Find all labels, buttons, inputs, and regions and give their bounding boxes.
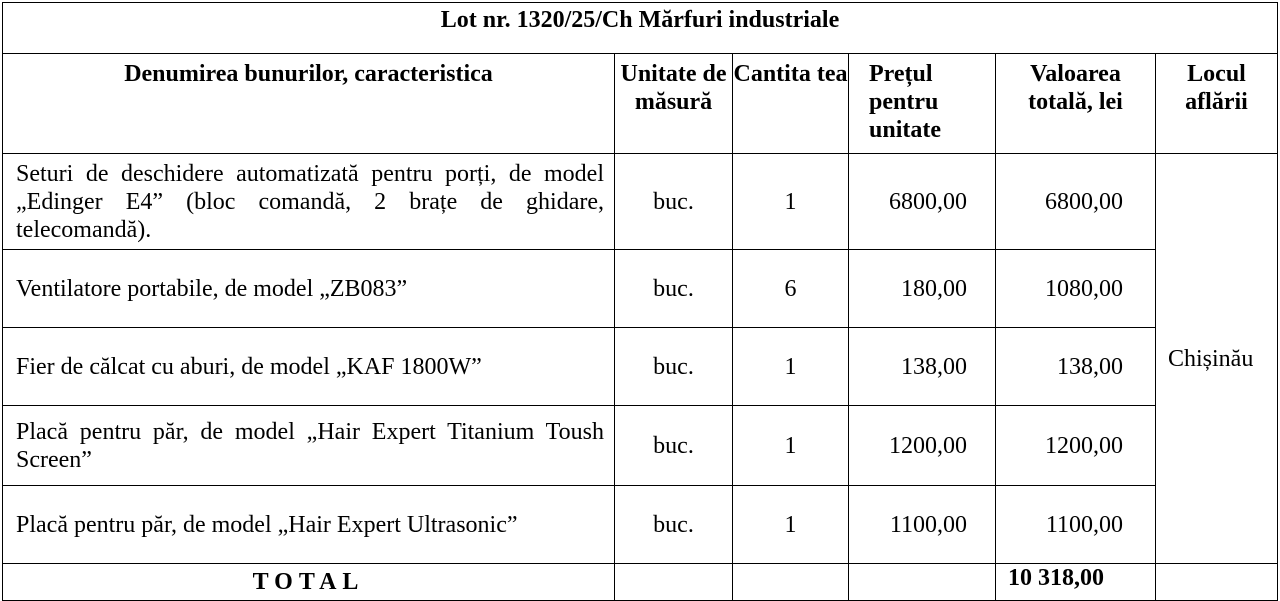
table-row [3,328,1278,406]
lot-title: Lot nr. 1320/25/Ch Mărfuri industriale [3,3,1278,54]
total-row [3,564,1278,601]
header-qty: Cantita tea [733,54,849,154]
item-name: Placă pentru păr, de model „Hair Expert Titanium Toush Screen” [3,406,615,486]
item-qty: 1 [733,486,849,564]
item-price: 6800,00 [849,154,996,250]
item-total: 138,00 [996,328,1156,406]
table-row [3,406,1278,486]
item-total: 6800,00 [996,154,1156,250]
item-name: Placă pentru păr, de model „Hair Expert Ultrasonic” [3,486,615,564]
item-unit: buc. [615,250,733,328]
item-unit: buc. [615,154,733,250]
table-row [3,250,1278,328]
lot-table [2,2,1278,601]
item-unit: buc. [615,486,733,564]
header-unit-text: Unitate de măsură [620,61,727,115]
item-total: 1200,00 [996,406,1156,486]
total-value: 10 318,00 [996,564,1156,601]
header-unit [615,54,733,154]
header-row [3,54,1278,154]
table-row [3,486,1278,564]
item-qty: 1 [733,154,849,250]
header-location: Locul aflării [1156,54,1278,154]
item-price: 1100,00 [849,486,996,564]
total-empty-location [1156,564,1278,601]
item-qty: 1 [733,406,849,486]
lot-title-row [3,3,1278,54]
item-qty: 1 [733,328,849,406]
item-total: 1080,00 [996,250,1156,328]
total-empty-unit [615,564,733,601]
item-unit: buc. [615,328,733,406]
item-name: Ventilatore portabile, de model „ZB083” [3,250,615,328]
header-price: Prețul pentru unitate [849,54,996,154]
item-qty: 6 [733,250,849,328]
item-price: 1200,00 [849,406,996,486]
table-row [3,154,1278,250]
item-unit: buc. [615,406,733,486]
total-empty-price [849,564,996,601]
item-location: Chișinău [1156,154,1278,564]
header-total: Valoarea totală, lei [996,54,1156,154]
header-name: Denumirea bunurilor, caracteristica [3,54,615,154]
item-price: 180,00 [849,250,996,328]
item-name: Fier de călcat cu aburi, de model „KAF 1800W” [3,328,615,406]
total-label: TOTAL [3,564,615,601]
item-name: Seturi de deschidere automatizată pentru porți, de model „Edinger E4” (bloc comandă, 2 brațe de ghidare, telecomandă). [3,154,615,250]
total-empty-qty [733,564,849,601]
item-total: 1100,00 [996,486,1156,564]
item-price: 138,00 [849,328,996,406]
